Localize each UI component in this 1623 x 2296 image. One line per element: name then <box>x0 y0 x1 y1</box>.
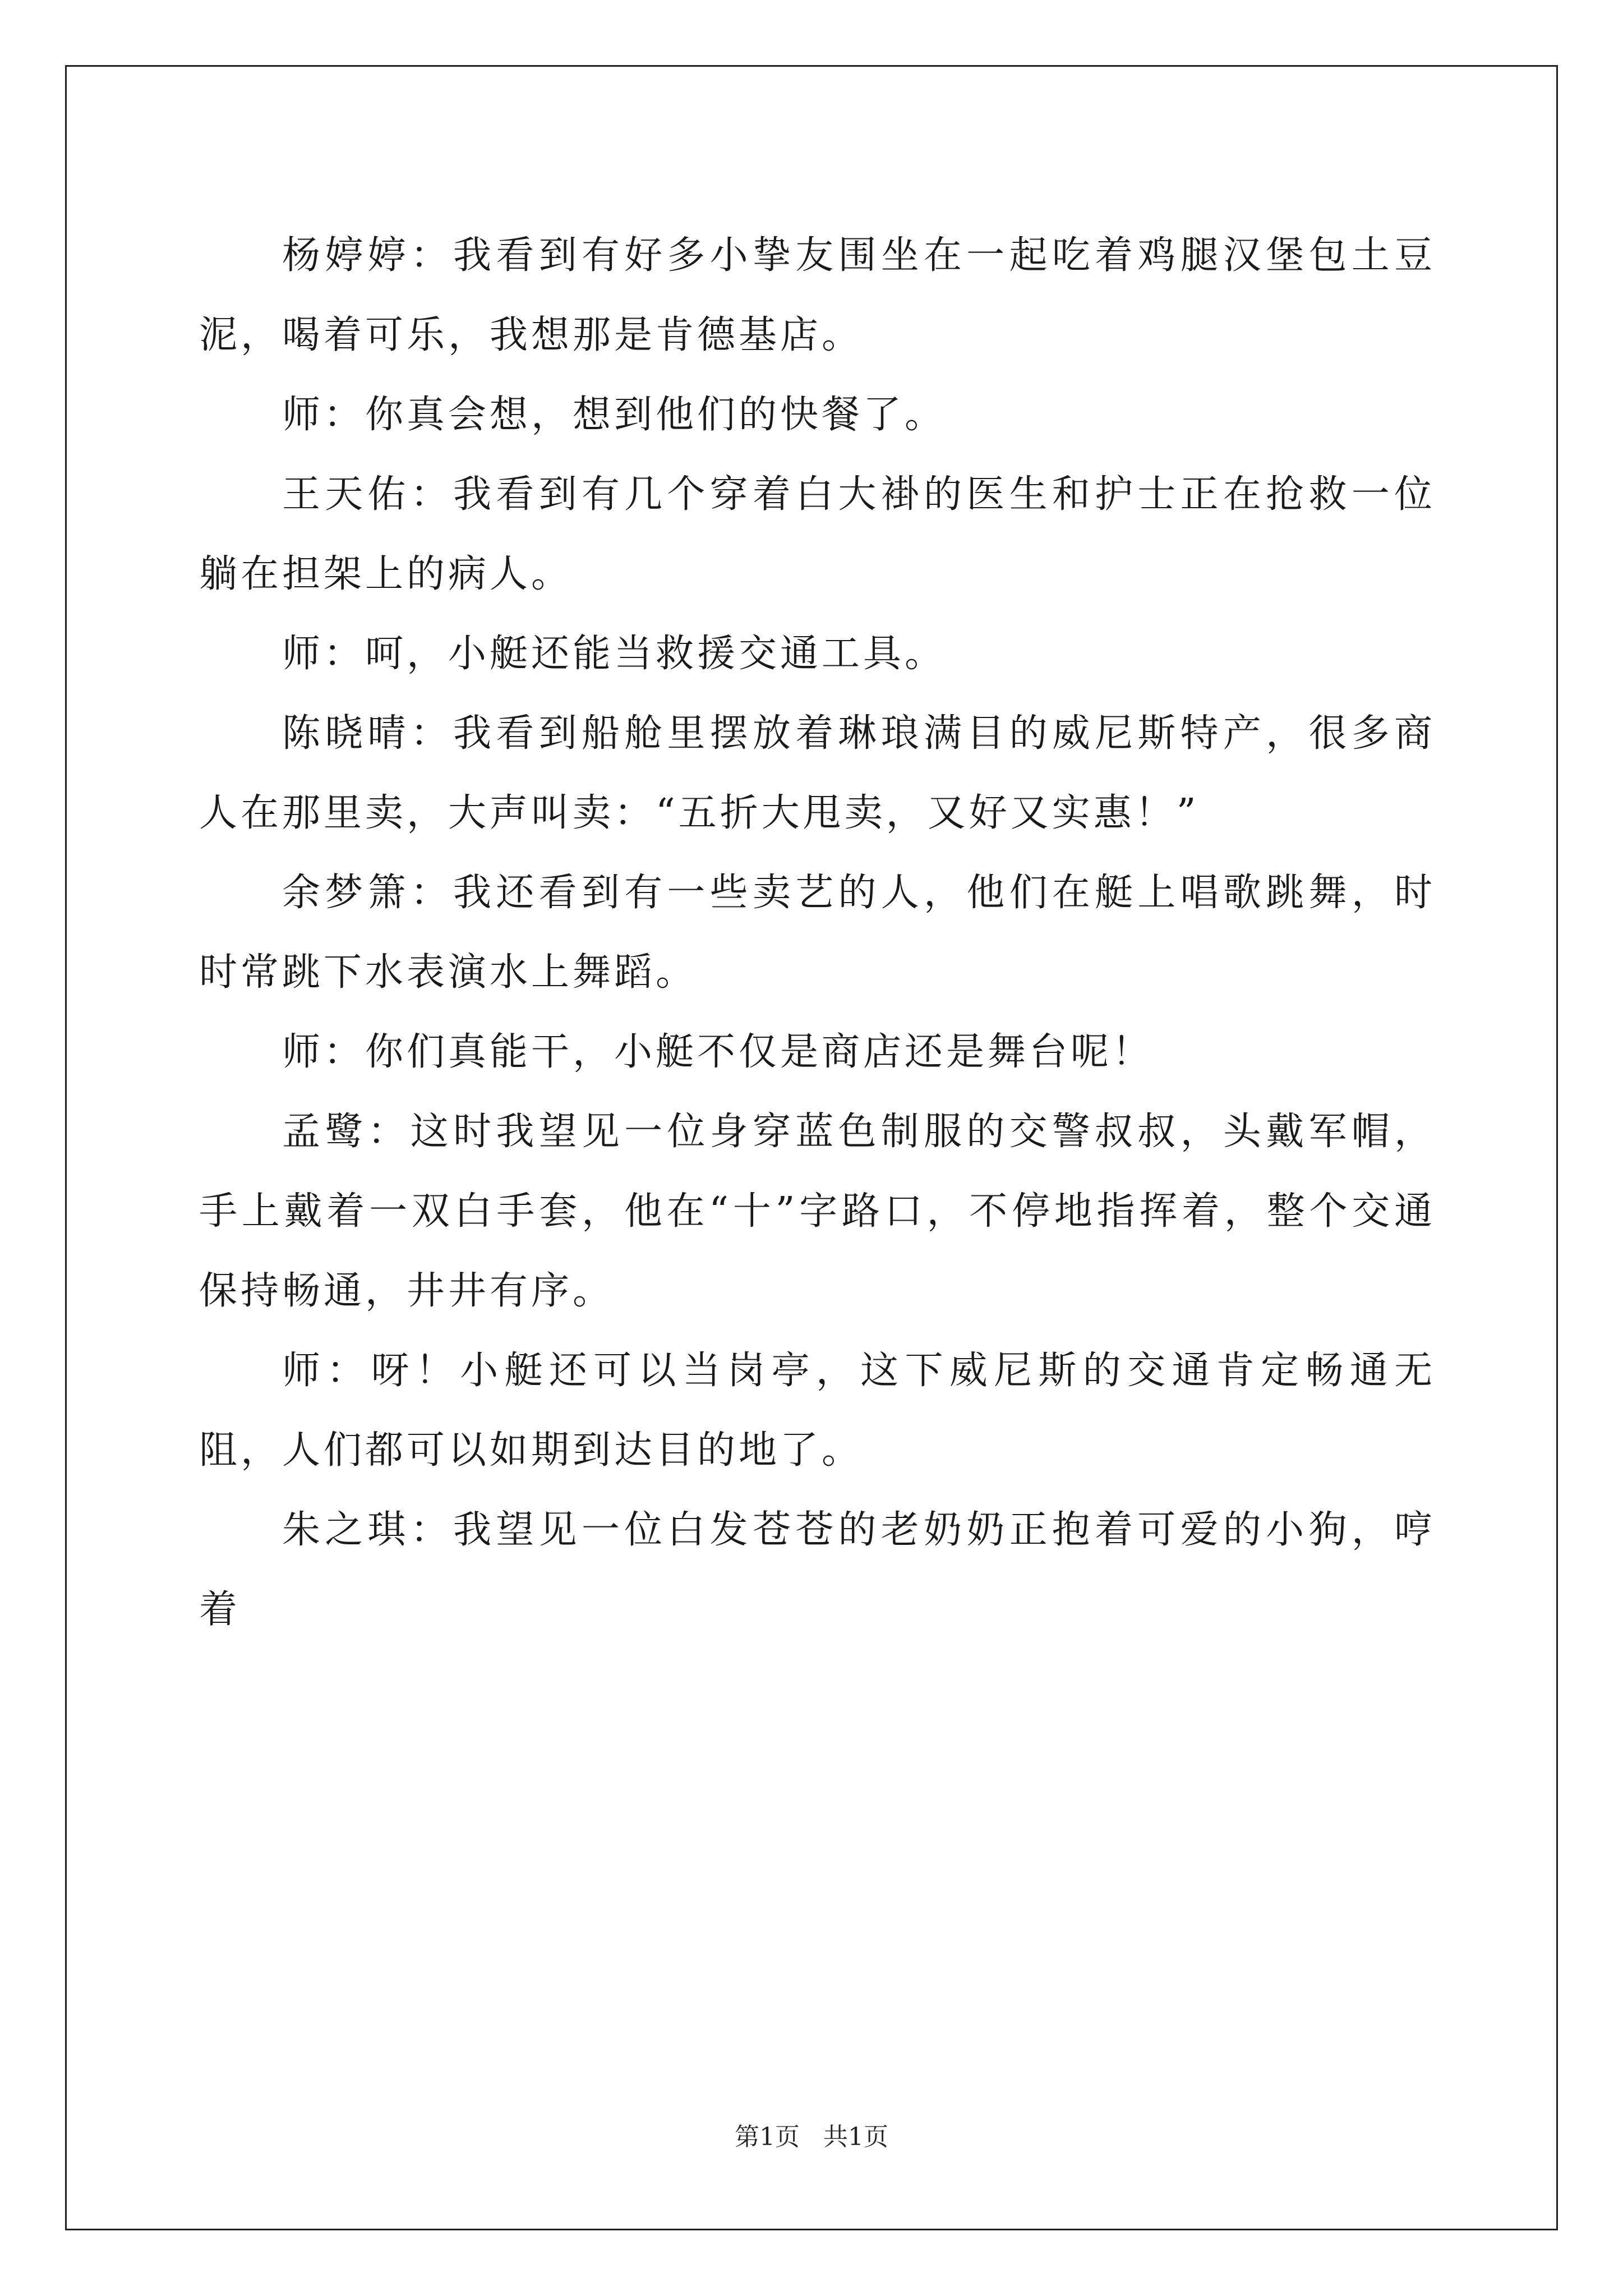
paragraph: 孟鹭：这时我望见一位身穿蓝色制服的交警叔叔，头戴军帽，手上戴着一双白手套，他在“十”字路口，不停地指挥着，整个交通保持畅通，井井有序。 <box>199 1110 1436 1313</box>
paragraph: 陈晓晴：我看到船舱里摆放着琳琅满目的威尼斯特产，很多商人在那里卖，大声叫卖：“五折大甩卖，又好又实惠！” <box>199 711 1436 835</box>
paragraph: 师：呀！小艇还可以当岗亭，这下威尼斯的交通肯定畅通无阻，人们都可以如期到达目的地了。 <box>199 1349 1436 1473</box>
paragraph: 师：你们真能干，小艇不仅是商店还是舞台呢！ <box>282 1030 1154 1074</box>
paragraph: 师：呵，小艇还能当救援交通工具。 <box>282 632 947 676</box>
page-number: 第1页 <box>735 2123 800 2151</box>
page-total: 共1页 <box>823 2123 888 2151</box>
paragraph: 余梦箫：我还看到有一些卖艺的人，他们在艇上唱歌跳舞，时时常跳下水表演水上舞蹈。 <box>199 871 1436 995</box>
paragraph: 杨婷婷：我看到有好多小挚友围坐在一起吃着鸡腿汉堡包土豆泥，喝着可乐，我想那是肯德基店。 <box>199 233 1436 357</box>
paragraph: 朱之琪：我望见一位白发苍苍的老奶奶正抱着可爱的小狗，哼着 <box>199 1508 1436 1632</box>
paragraph: 王天佑：我看到有几个穿着白大褂的医生和护士正在抢救一位躺在担架上的病人。 <box>199 472 1436 596</box>
paragraph: 师：你真会想，想到他们的快餐了。 <box>282 393 947 437</box>
page-footer <box>0 2120 1623 2154</box>
document-body <box>199 216 1436 1650</box>
